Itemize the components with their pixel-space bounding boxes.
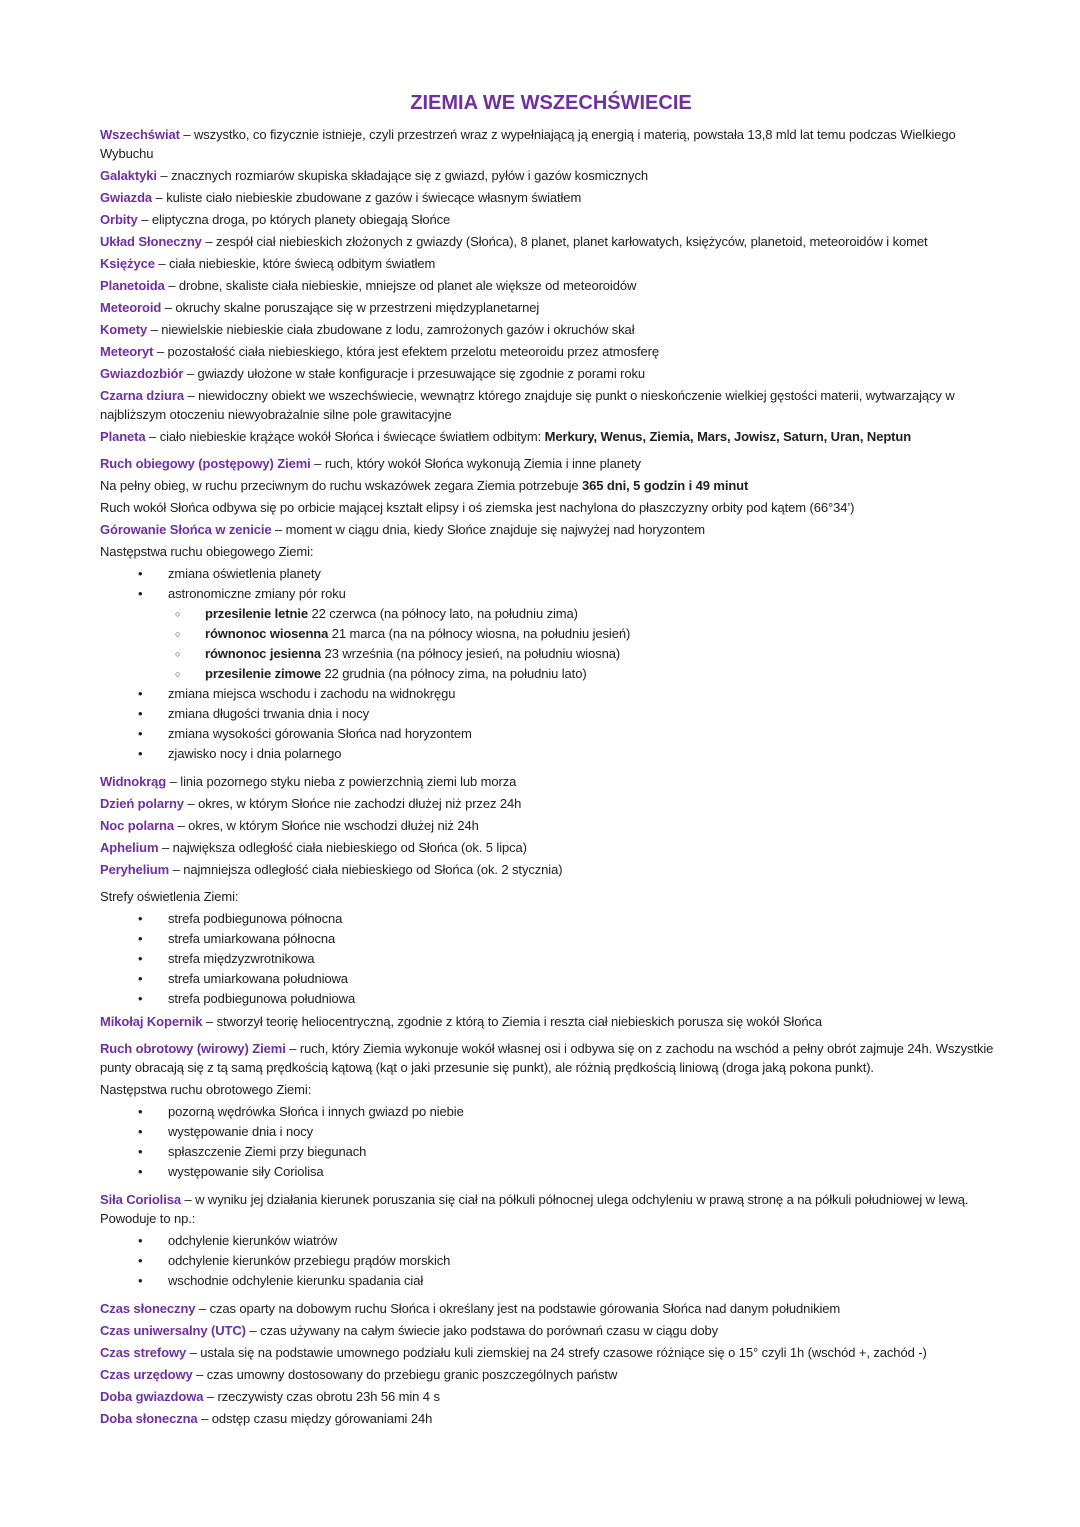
bullet-list xyxy=(100,564,1002,764)
list-item-text xyxy=(168,1231,1002,1251)
definition-paragraph xyxy=(100,320,1002,339)
list-item-text xyxy=(168,584,1002,604)
body-text: – największa odległość ciała niebieskiego od Słońca (ok. 5 lipca) xyxy=(158,840,527,855)
definition-paragraph xyxy=(100,1387,1002,1406)
term-text: Planetoida xyxy=(100,278,165,293)
body-text: zmiana miejsca wschodu i zachodu na widnokręgu xyxy=(168,686,456,701)
list-item xyxy=(100,1142,1002,1162)
paragraph xyxy=(100,887,1002,906)
term-text: Meteoryt xyxy=(100,344,154,359)
body-text: – odstęp czasu między górowaniami 24h xyxy=(197,1411,433,1426)
paragraph xyxy=(100,476,1002,495)
list-item-text xyxy=(168,744,1002,764)
definition-paragraph xyxy=(100,386,1002,424)
bullet-icon: • xyxy=(138,911,143,926)
definition-paragraph xyxy=(100,838,1002,857)
body-text: – ustala się na podstawie umownego podziału kuli ziemskiej na 24 strefy czasowe różniące się o 15° czyli 1h (wschód +, zachód -) xyxy=(186,1345,927,1360)
body-text: – okruchy skalne poruszające się w przestrzeni międzyplanetarnej xyxy=(161,300,540,315)
body-text: – ciała niebieskie, które świecą odbitym światłem xyxy=(154,256,436,271)
body-text: – linia pozornego styku nieba z powierzchnią ziemi lub morza xyxy=(166,774,517,789)
list-item xyxy=(100,724,1002,744)
list-item xyxy=(100,1102,1002,1122)
body-text: strefa umiarkowana południowa xyxy=(168,971,348,986)
body-text: – ciało niebieskie krążące wokół Słońca i świecące światłem odbitym: xyxy=(145,429,545,444)
definition-paragraph xyxy=(100,1343,1002,1362)
list-item-text xyxy=(168,1122,1002,1142)
body-text: – w wyniku jej działania kierunek poruszania się ciał na półkuli północnej ulega odchyleniu w prawą stronę a na półkuli południowej w lewą. Powoduje to np.: xyxy=(100,1192,969,1226)
list-item xyxy=(100,1162,1002,1182)
definition-paragraph xyxy=(100,860,1002,879)
term-text: Siła Coriolisa xyxy=(100,1192,181,1207)
circle-bullet-icon: ○ xyxy=(175,649,181,659)
definition-paragraph xyxy=(100,1012,1002,1031)
list-item-text xyxy=(205,604,1002,624)
bullet-icon: • xyxy=(138,706,143,721)
body-text: strefa umiarkowana północna xyxy=(168,931,336,946)
body-text: – kuliste ciało niebieskie zbudowane z gazów i świecące własnym światłem xyxy=(152,190,582,205)
bullet-icon: • xyxy=(138,566,143,581)
body-text: – gwiazdy ułożone w stałe konfiguracje i przesuwające się zgodnie z porami roku xyxy=(183,366,646,381)
term-text: Gwiazdozbiór xyxy=(100,366,184,381)
term-text: Ruch obiegowy (postępowy) Ziemi xyxy=(100,456,311,471)
bullet-list xyxy=(100,1231,1002,1291)
list-item-text xyxy=(205,624,1002,644)
list-item-text xyxy=(168,704,1002,724)
definition-paragraph xyxy=(100,210,1002,229)
body-text: 21 marca (na na północy wiosna, na południu jesień) xyxy=(328,626,631,641)
circle-bullet-icon: ○ xyxy=(175,669,181,679)
sub-list-item xyxy=(100,624,1002,644)
body-text: – okres, w którym Słońce nie zachodzi dłużej niż przez 24h xyxy=(183,796,522,811)
sub-list-item xyxy=(100,644,1002,664)
body-text: odchylenie kierunków przebiegu prądów morskich xyxy=(168,1253,451,1268)
list-item xyxy=(100,989,1002,1009)
definition-paragraph xyxy=(100,166,1002,185)
body-text: – stworzył teorię heliocentryczną, zgodnie z którą to Ziemia i reszta ciał niebieskich porusza się wokół Słońca xyxy=(202,1014,823,1029)
list-item-text xyxy=(168,684,1002,704)
body-text: 22 czerwca (na północy lato, na południu zima) xyxy=(307,606,578,621)
body-text: – niewielskie niebieskie ciała zbudowane z lodu, zamrożonych gazów i okruchów skał xyxy=(147,322,635,337)
term-text: Komety xyxy=(100,322,148,337)
bullet-icon: • xyxy=(138,1144,143,1159)
bold-text: przesilenie zimowe xyxy=(205,666,321,681)
body-text: astronomiczne zmiany pór roku xyxy=(168,586,346,601)
term-text: Meteoroid xyxy=(100,300,162,315)
body-text: – rzeczywisty czas obrotu 23h 56 min 4 s xyxy=(203,1389,440,1404)
definition-paragraph xyxy=(100,427,1002,446)
term-text: Widnokrąg xyxy=(100,774,167,789)
definition-paragraph xyxy=(100,520,1002,539)
list-item xyxy=(100,564,1002,584)
term-text: Peryhelium xyxy=(100,862,170,877)
term-text: Doba gwiazdowa xyxy=(100,1389,204,1404)
bullet-icon: • xyxy=(138,1164,143,1179)
term-text: Ruch obrotowy (wirowy) Ziemi xyxy=(100,1041,286,1056)
term-text: Wszechświat xyxy=(100,127,180,142)
definition-paragraph xyxy=(100,298,1002,317)
body-text: występowanie dnia i nocy xyxy=(168,1124,314,1139)
body-text: – czas umowny dostosowany do przebiegu granic poszczególnych państw xyxy=(192,1367,618,1382)
term-text: Czas urzędowy xyxy=(100,1367,193,1382)
circle-bullet-icon: ○ xyxy=(175,629,181,639)
list-item-text xyxy=(205,644,1002,664)
page-title: ZIEMIA WE WSZECHŚWIECIE xyxy=(410,92,692,114)
list-item-text xyxy=(168,1102,1002,1122)
definition-paragraph xyxy=(100,188,1002,207)
definition-paragraph xyxy=(100,1321,1002,1340)
term-text: Doba słoneczna xyxy=(100,1411,198,1426)
definition-paragraph xyxy=(100,816,1002,835)
body-text: Na pełny obieg, w ruchu przeciwnym do ruchu wskazówek zegara Ziemia potrzebuje xyxy=(100,478,583,493)
body-text: 22 grudnia (na północy zima, na południu lato) xyxy=(320,666,587,681)
body-text: spłaszczenie Ziemi przy biegunach xyxy=(168,1144,367,1159)
term-text: Mikołaj Kopernik xyxy=(100,1014,203,1029)
list-item xyxy=(100,1251,1002,1271)
list-item-text xyxy=(168,724,1002,744)
body-text: – czas używany na całym świecie jako podstawa do porównań czasu w ciągu doby xyxy=(245,1323,718,1338)
definition-paragraph xyxy=(100,342,1002,361)
paragraph xyxy=(100,542,1002,561)
term-text: Galaktyki xyxy=(100,168,157,183)
body-text: zjawisko nocy i dnia polarnego xyxy=(168,746,342,761)
definition-paragraph xyxy=(100,232,1002,251)
body-text: wschodnie odchylenie kierunku spadania ciał xyxy=(168,1273,424,1288)
body-text: – ruch, który Ziemia wykonuje wokół własnej osi i odbywa się on z zachodu na wschód a pełny obrót zajmuje 24h. Wszystkie punty obracają się z tą samą prędkością kątową (kąt o jaki przesunie się punkt), ale różnią prędkością liniową (droga jaką pokona punkt). xyxy=(100,1041,994,1075)
body-text: Następstwa ruchu obiegowego Ziemi: xyxy=(100,544,314,559)
term-text: Noc polarna xyxy=(100,818,175,833)
bullet-icon: • xyxy=(138,1124,143,1139)
bullet-list xyxy=(100,909,1002,1009)
body-text: zmiana długości trwania dnia i nocy xyxy=(168,706,369,721)
list-item-text xyxy=(168,989,1002,1009)
paragraph xyxy=(100,498,1002,517)
bullet-list xyxy=(100,1102,1002,1182)
body-text: – czas oparty na dobowym ruchu Słońca i określany jest na podstawie górowania Słońca nad danym południkiem xyxy=(195,1301,841,1316)
list-item xyxy=(100,1122,1002,1142)
list-item xyxy=(100,1231,1002,1251)
bullet-icon: • xyxy=(138,586,143,601)
list-item xyxy=(100,949,1002,969)
term-text: Układ Słoneczny xyxy=(100,234,202,249)
body-text: – drobne, skaliste ciała niebieskie, mniejsze od planet ale większe od meteoroidów xyxy=(164,278,637,293)
list-item-text xyxy=(168,1142,1002,1162)
list-item xyxy=(100,584,1002,604)
body-text: występowanie siły Coriolisa xyxy=(168,1164,324,1179)
list-item-text xyxy=(205,664,1002,684)
paragraph xyxy=(100,1080,1002,1099)
definition-paragraph xyxy=(100,1190,1002,1228)
bullet-icon: • xyxy=(138,991,143,1006)
body-text: pozorną wędrówka Słońca i innych gwiazd po niebie xyxy=(168,1104,464,1119)
bullet-icon: • xyxy=(138,1273,143,1288)
list-item-text xyxy=(168,1271,1002,1291)
body-text: zmiana wysokości górowania Słońca nad horyzontem xyxy=(168,726,472,741)
bullet-icon: • xyxy=(138,1104,143,1119)
term-text: Czas słoneczny xyxy=(100,1301,196,1316)
list-item-text xyxy=(168,564,1002,584)
body-text: zmiana oświetlenia planety xyxy=(168,566,321,581)
body-text: – znacznych rozmiarów skupiska składające się z gwiazd, pyłów i gazów kosmicznych xyxy=(156,168,648,183)
list-item xyxy=(100,909,1002,929)
document-body xyxy=(100,125,1002,1428)
body-text: – niewidoczny obiekt we wszechświecie, wewnątrz którego znajduje się punkt o nieskończenie wielkiej gęstości materii, wytwarzający w najbliższym otoczeniu niewyobrażalnie silne pole grawitacyjne xyxy=(100,388,955,422)
list-item-text xyxy=(168,1251,1002,1271)
list-item-text xyxy=(168,969,1002,989)
bullet-icon: • xyxy=(138,746,143,761)
bold-text: równonoc wiosenna xyxy=(205,626,329,641)
body-text: 23 września (na północy jesień, na południu wiosna) xyxy=(321,646,621,661)
body-text: strefa podbiegunowa północna xyxy=(168,911,343,926)
term-text: Czas strefowy xyxy=(100,1345,187,1360)
term-text: Gwiazda xyxy=(100,190,153,205)
definition-paragraph xyxy=(100,125,1002,163)
body-text: – zespół ciał niebieskich złożonych z gwiazdy (Słońca), 8 planet, planet karłowatych, księżyców, planetoid, meteoroidów i komet xyxy=(201,234,928,249)
body-text: strefa podbiegunowa południowa xyxy=(168,991,356,1006)
body-text: – ruch, który wokół Słońca wykonują Ziemia i inne planety xyxy=(310,456,641,471)
term-text: Czas uniwersalny (UTC) xyxy=(100,1323,246,1338)
bullet-icon: • xyxy=(138,1253,143,1268)
list-item-text xyxy=(168,929,1002,949)
body-text: odchylenie kierunków wiatrów xyxy=(168,1233,338,1248)
term-text: Aphelium xyxy=(100,840,159,855)
bold-text: równonoc jesienna xyxy=(205,646,322,661)
definition-paragraph xyxy=(100,1409,1002,1428)
definition-paragraph xyxy=(100,254,1002,273)
list-item xyxy=(100,684,1002,704)
body-text: – pozostałość ciała niebieskiego, która jest efektem przelotu meteoroidu przez atmosferę xyxy=(153,344,659,359)
term-text: Dzień polarny xyxy=(100,796,184,811)
body-text: – najmniejsza odległość ciała niebieskiego od Słońca (ok. 2 stycznia) xyxy=(169,862,563,877)
term-text: Orbity xyxy=(100,212,138,227)
definition-paragraph xyxy=(100,794,1002,813)
definition-paragraph xyxy=(100,1365,1002,1384)
bullet-icon: • xyxy=(138,951,143,966)
list-item xyxy=(100,929,1002,949)
definition-paragraph xyxy=(100,276,1002,295)
bullet-icon: • xyxy=(138,971,143,986)
term-text: Księżyce xyxy=(100,256,155,271)
term-text: Planeta xyxy=(100,429,146,444)
body-text: – moment w ciągu dnia, kiedy Słońce znajduje się najwyżej nad horyzontem xyxy=(271,522,706,537)
bullet-icon: • xyxy=(138,931,143,946)
bold-text: przesilenie letnie xyxy=(205,606,308,621)
list-item xyxy=(100,1271,1002,1291)
definition-paragraph xyxy=(100,1039,1002,1077)
list-item-text xyxy=(168,909,1002,929)
list-item-text xyxy=(168,1162,1002,1182)
definition-paragraph xyxy=(100,364,1002,383)
body-text: Ruch wokół Słońca odbywa się po orbicie mającej kształt elipsy i oś ziemska jest nachylona do płaszczyzny orbity pod kątem (66°34’) xyxy=(100,500,855,515)
body-text: Następstwa ruchu obrotowego Ziemi: xyxy=(100,1082,312,1097)
bold-text: 365 dni, 5 godzin i 49 minut xyxy=(582,478,749,493)
bullet-icon: • xyxy=(138,1233,143,1248)
definition-paragraph xyxy=(100,454,1002,473)
definition-paragraph xyxy=(100,1299,1002,1318)
body-text: – eliptyczna droga, po których planety obiegają Słońce xyxy=(137,212,451,227)
body-text: – wszystko, co fizycznie istnieje, czyli przestrzeń wraz z wypełniającą ją energią i materią, powstała 13,8 mld lat temu podczas Wielkiego Wybuchu xyxy=(100,127,956,161)
term-text: Górowanie Słońca w zenicie xyxy=(100,522,272,537)
term-text: Czarna dziura xyxy=(100,388,184,403)
sub-list-item xyxy=(100,604,1002,624)
list-item xyxy=(100,744,1002,764)
body-text: strefa międzyzwrotnikowa xyxy=(168,951,315,966)
body-text: Strefy oświetlenia Ziemi: xyxy=(100,889,239,904)
list-item xyxy=(100,969,1002,989)
bullet-icon: • xyxy=(138,686,143,701)
bold-text: Merkury, Wenus, Ziemia, Mars, Jowisz, Saturn, Uran, Neptun xyxy=(544,429,912,444)
list-item-text xyxy=(168,949,1002,969)
circle-bullet-icon: ○ xyxy=(175,609,181,619)
bullet-icon: • xyxy=(138,726,143,741)
list-item xyxy=(100,704,1002,724)
body-text: – okres, w którym Słońce nie wschodzi dłużej niż 24h xyxy=(174,818,479,833)
sub-list-item xyxy=(100,664,1002,684)
definition-paragraph xyxy=(100,772,1002,791)
